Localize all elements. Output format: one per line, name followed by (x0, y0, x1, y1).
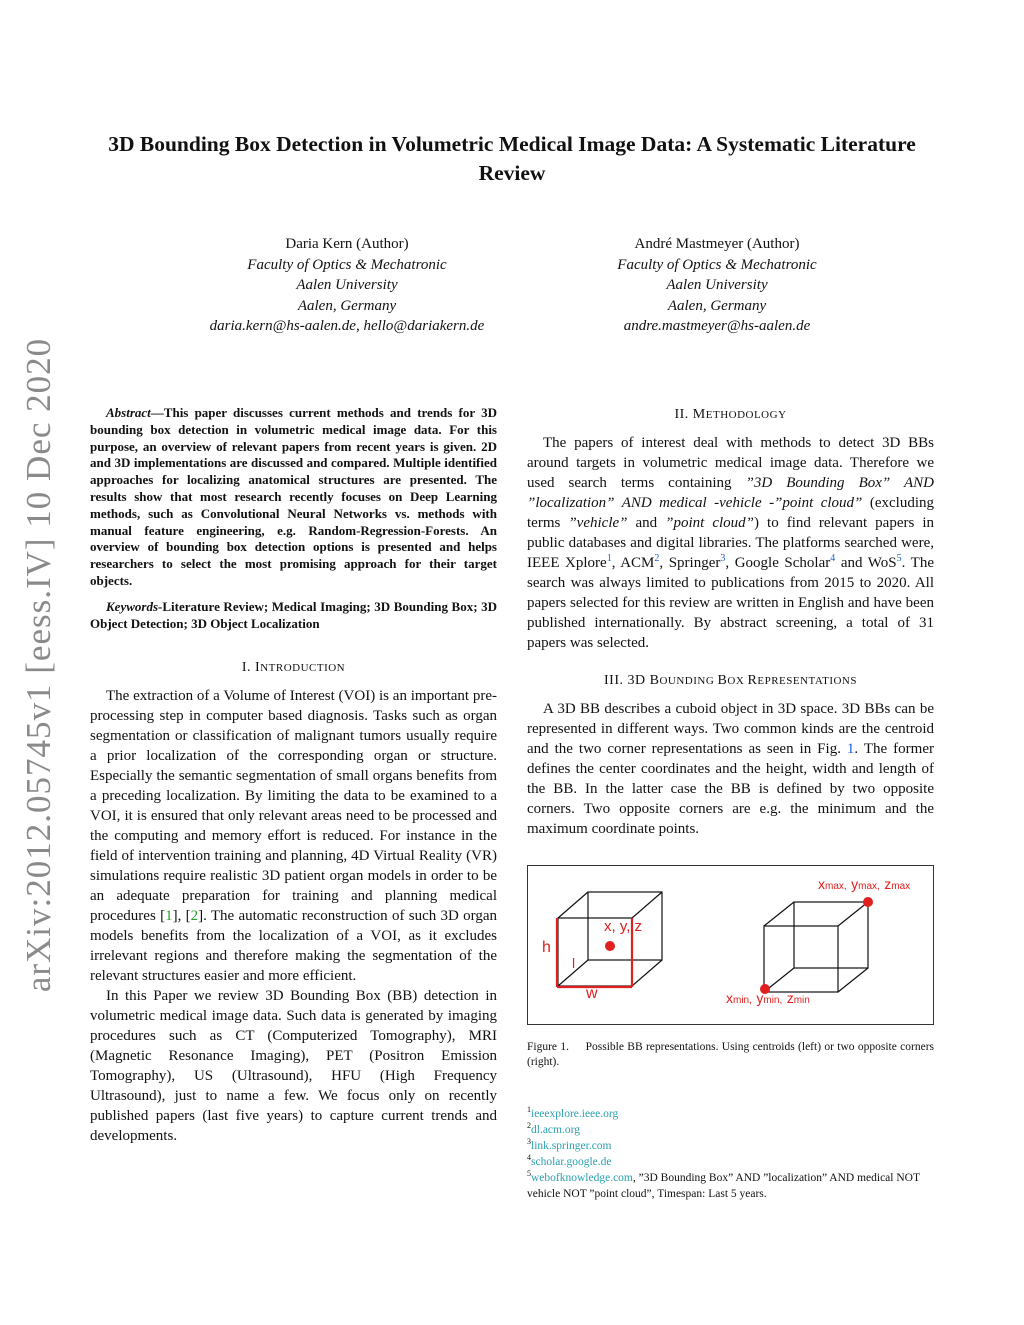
coord-sub: max, (858, 881, 880, 892)
centroid-cube (558, 892, 662, 986)
figure-link[interactable]: 1 (846, 741, 855, 757)
coord-x: x (818, 876, 825, 892)
footnote-link[interactable]: webofknowledge.com (531, 1172, 633, 1184)
author-email[interactable]: daria.kern@hs-aalen.de, hello@dariakern.de (209, 318, 485, 334)
coord-x: x (726, 990, 733, 1006)
intro-text: The extraction of a Volume of Interest (VOI) is an important pre-processing step in computer based diagnosis. Tasks such as organ segmentation or classification of malignant tumors usually require a prior localization of the corresponding organ or structure. Especially the semantic segmentation of small organs benefits from a preceding localization. By limiting the data to be examined to a VOI, it is ensured that only relevant areas need to be processed and the computing and memory effort is reduced. For instance in the field of intervention training and planning, 4D Virtual Reality (VR) simulations require realistic 3D patient organ models in order to be an adequate preparation for training and planning medical procedures [ (90, 688, 497, 925)
paper-title: 3D Bounding Box Detection in Volumetric Medical Image Data: A Systematic Literature Review (108, 132, 916, 185)
min-corner-label (726, 990, 810, 1008)
footnote-marker[interactable]: 1 (606, 553, 612, 564)
section-number: I. (241, 660, 252, 676)
footnote-link[interactable]: dl.acm.org (531, 1124, 580, 1136)
coord-sub: min, (763, 995, 783, 1006)
footnotes (527, 1106, 934, 1202)
corner-cube (764, 902, 868, 992)
section-title-rest: ETHODOLOGY (705, 409, 787, 421)
section-title-cap: I (255, 660, 261, 676)
section-title-part: 3D B (627, 673, 660, 688)
footnote (527, 1154, 934, 1170)
centroid-label: x, y, z (604, 918, 643, 935)
footnote-number: 3 (527, 1137, 531, 1147)
footnote-number: 1 (527, 1105, 531, 1115)
width-label: w (586, 985, 598, 1002)
footnote-number: 5 (527, 1169, 531, 1179)
abstract-text: —This paper discusses current methods and trends for 3D bounding box detection in volumetric medical image data. For this purpose, an overview of relevant papers from recent years is given. 2D and 3D implementations are discussed and compared. Multiple identified approaches for localizing anatomical structures are presented. The results show that most research recently focuses on Deep Learning methods, such as Convolutional Neural Networks vs. methods with manual feature engineering, e.g. Random-Regression-Forests. An overview of bounding box detection options is presented and helps researchers to select the most promising approach for their target objects. (90, 405, 497, 588)
section-title-part: OUNDING (659, 675, 718, 687)
coord-sub: min (793, 995, 810, 1006)
footnote-marker[interactable]: 3 (720, 553, 726, 564)
method-text: and (627, 515, 666, 531)
footnote-marker[interactable]: 2 (654, 553, 660, 564)
max-corner-point (863, 897, 873, 907)
abstract (90, 405, 497, 590)
height-label: h (542, 939, 551, 956)
intro-paragraph-2: In this Paper we review 3D Bounding Box (BB) detection in volumetric medical image data. Such data is generated by imaging procedures such as CT (Computerized Tomography), MRI (Magnetic Resonance Imaging), PET (Positron Emission Tomography), US (Ultrasound), HFU (High Frequency Ultrasound), just to name a few. We focus only on recently published papers (last five years) to capture current trends and developments. (90, 988, 497, 1145)
coord-sub: max (891, 881, 911, 892)
repr-text: . The former defines the center coordinates and the height, width and length of the BB. In the latter case the BB is defined by two opposite corners. Two opposite corners are e.g. the minimum and the maximum coordinate points. (527, 741, 934, 837)
footnote (527, 1122, 934, 1138)
cube-front-face (764, 926, 838, 992)
section-number: III. (604, 673, 624, 688)
author-name: Daria Kern (Author) (285, 236, 409, 252)
footnote-number: 4 (527, 1153, 531, 1163)
method-text: , Springer (659, 555, 721, 571)
left-column (90, 405, 497, 1146)
coord-y: y (756, 990, 764, 1006)
author-location: Aalen, Germany (667, 297, 767, 314)
keywords-text: -Literature Review; Medical Imaging; 3D Bounding Box; 3D Object Detection; 3D Object Localization (90, 598, 497, 631)
section-title-rest: NTRODUCTION (260, 662, 346, 675)
methodology-paragraph (527, 433, 934, 653)
footnote-marker[interactable]: 4 (830, 553, 836, 564)
footnote-link[interactable]: scholar.google.de (531, 1156, 612, 1168)
keywords (90, 599, 497, 633)
right-column (527, 405, 934, 839)
section-title-cap: M (692, 407, 706, 422)
keywords-label: Keywords (106, 598, 158, 614)
citation-link[interactable]: 2 (190, 908, 199, 925)
author-dept: Faculty of Optics & Mechatronic (247, 256, 447, 273)
footnote (527, 1138, 934, 1154)
author-name: André Mastmeyer (Author) (634, 236, 800, 252)
author-univ: Aalen University (666, 277, 768, 293)
cube-back-face (794, 902, 868, 968)
section-number: II. (674, 407, 689, 422)
figure-1 (527, 865, 934, 1025)
author-block-1 (157, 234, 537, 337)
method-text: , Google Scholar (725, 555, 831, 571)
intro-text: ]. The automatic reconstruction of such 3D organ models benefits from the localization of a VOI, as it excludes irrelevant regions and therefore making the segmentation of the relevant structures easier and more efficient. (90, 908, 497, 985)
intro-paragraph-1 (90, 686, 497, 986)
footnote-text: , ”3D Bounding Box” AND ”localization” AND medical NOT vehicle NOT ”point cloud”, Timespan: Last 5 years. (527, 1172, 920, 1200)
method-text: . The search was always limited to publications from 2015 to 2020. All papers selected for this review are written in English and have been published internationally. By abstract screening, a total of 31 papers was selected. (527, 555, 934, 651)
coord-z: z (786, 990, 794, 1006)
footnote-link[interactable]: ieeexplore.ieee.org (531, 1108, 619, 1120)
repr-text: A 3D BB describes a cuboid object in 3D space. 3D BBs can be represented in different ways. Two common kinds are the centroid and the two corner representations as seen in Fig. (527, 701, 934, 757)
author-univ: Aalen University (296, 277, 398, 293)
author-block-2 (527, 234, 907, 337)
max-corner-label (818, 876, 910, 894)
intro-text: ], [ (172, 908, 191, 925)
author-email[interactable]: andre.mastmeyer@hs-aalen.de (623, 318, 811, 334)
method-text: , ACM (611, 555, 655, 571)
section-title-part: EPRESENTATIONS (757, 675, 857, 687)
coord-sub: max, (825, 881, 847, 892)
method-text: (excluding terms (527, 495, 934, 531)
excluded-term: ”vehicle” (568, 515, 628, 531)
citation-link[interactable]: 1 (165, 908, 173, 925)
footnote (527, 1106, 934, 1122)
section-title-part: R (747, 673, 758, 688)
author-dept: Faculty of Optics & Mechatronic (617, 256, 817, 273)
method-text: ) to find relevant papers in public databases and digital libraries. The platforms searched were, IEEE Xplore (527, 515, 934, 571)
representations-paragraph (527, 699, 934, 839)
section-heading-methodology (527, 405, 934, 425)
author-location: Aalen, Germany (297, 297, 397, 314)
abstract-label: Abstract (106, 405, 151, 420)
arxiv-stamp (14, 337, 64, 993)
section-heading-introduction (90, 658, 497, 678)
footnote-number: 2 (527, 1121, 531, 1131)
centroid-point (605, 941, 615, 951)
excluded-term: ”point cloud” (665, 515, 755, 531)
length-label: l (572, 955, 576, 971)
figure-caption: Figure 1. Possible BB representations. Using centroids (left) or two opposite corners (right). (527, 1041, 937, 1068)
method-text: The papers of interest deal with methods to detect 3D BBs around targets in volumetric medical image data. Therefore we used search terms containing (527, 435, 934, 491)
method-text: and WoS (835, 555, 897, 571)
footnote (527, 1170, 934, 1202)
coord-y: y (851, 876, 859, 892)
arxiv-stamp-text: arXiv:2012.05745v1 [eess.IV] 10 Dec 2020 (19, 337, 58, 993)
footnote-marker[interactable]: 5 (896, 553, 902, 564)
search-query: ”3D Bounding Box” AND ”localization” AND medical -vehicle -”point cloud” (527, 475, 934, 511)
section-heading-representations (527, 671, 934, 691)
footnote-link[interactable]: link.springer.com (531, 1140, 612, 1152)
coord-z: z (884, 876, 892, 892)
section-title-part: OX (727, 675, 748, 687)
coord-sub: min, (733, 995, 752, 1006)
section-title-part: B (717, 673, 728, 688)
